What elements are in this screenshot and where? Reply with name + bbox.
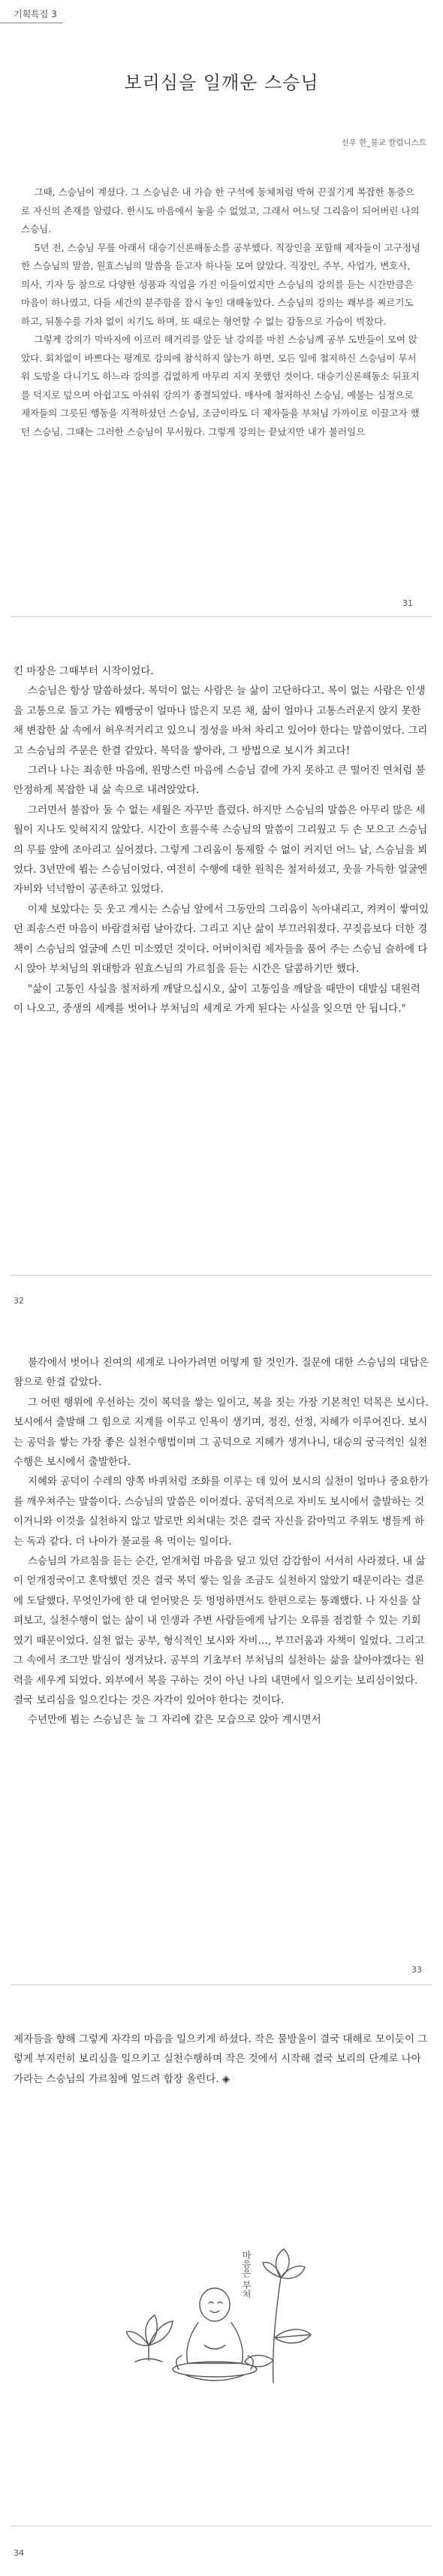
paragraph: 그러면서 불잡아 둘 수 없는 세월은 자꾸만 흘렀다. 하지만 스승님의 말씀은 아무리 많은 세월이 지나도 잊혀지지 않았다. 시간이 흐를수록 스승님의 말씀이 그리웠고 두 손 모으고 스승님의 무릎 앞에 조아리고 싶어졌다. 그렇게 그리움이 통제할 수 없이 커지던 어느 날, 스승님을 뵈었다. 3년만에 뵙는 스승님이었다. 여전히 수행에 대한 원칙은 철저하셨고, 웃을 가득한 얼굴엔 자비와 넉넉함이 공존하고 있었다. bbox=[14, 804, 428, 896]
paragraph: 제자들을 향해 그렇게 자각의 마음을 일으키게 하셨다. 작은 물방울이 결국 대해로 모이듯이 그렇게 부지런히 보리심을 일으키고 실천수행하며 작은 것에서 시작해 결국 보리의 단계로 나아가라는 스승님의 가르침에 엎드려 합장 올린다. ◈ bbox=[14, 2033, 428, 2085]
page-divider bbox=[11, 1275, 432, 1276]
paragraph: 수년만에 뵙는 스승님은 늘 그 자리에 같은 모습으로 앉아 계시면서 bbox=[27, 1714, 321, 1727]
paragraph: 불각에서 벗어나 진여의 세계로 나아가려면 어떻게 할 것인가. 질문에 대한 스승님의 대답은 참으로 한결 같았다. bbox=[14, 1357, 429, 1389]
calligraphy-text: 마음은 부처 bbox=[241, 2251, 252, 2299]
page-header bbox=[0, 6, 63, 23]
lotus-stem-icon bbox=[245, 2249, 311, 2383]
page-number: 31 bbox=[402, 598, 413, 608]
article-author: 선우 한_불교 칼럼니스트 bbox=[341, 138, 426, 147]
meditation-illustration bbox=[126, 2232, 321, 2398]
paragraph: 그렇게 강의가 막바지에 이르러 해거리를 앞둔 날 강의를 마친 스승님께 공부 도반들이 모여 앉았다. 회차없이 바쁘다는 평계로 강의에 참석하지 않는가 하면, 모든 일에 철저하신 스승님이 무서워 도망을 다니기도 하느라 강의를 겁없하게 마무리 지지 못했던 것이다. 대승기신론해동소 뒤표지를 덕지로 덮으며 아쉽고도 아쉬워 강의가 종결되었다. 매사에 철저하신 스승님, 예불는 심정으로 제자들의 그릇된 행동을 지적하셨던 스승님, 조금이라도 더 제자들을 부처님 가까이로 이끌고자 했던 스승님. 그때는 그러한 스승님이 무서웠다. 그렇게 강의는 끝났지만 내가 불러일으 bbox=[21, 334, 420, 437]
monk-icon bbox=[173, 2288, 257, 2381]
paragraph: 스승님의 가르침을 듣는 순간, 얻개처럼 마음을 덮고 있던 감감함이 서서히 사라졌다. 내 삶이 얻개정국이고 혼탁했던 것은 결국 복덕 쌓는 일을 조금도 실천하지 않았기 때문이라는 결론에 도달했다. 무엇인가에 한 대 얻어맞은 듯 멍멍하면서도 한편으로는 통쾌했다. 나 자신을 살펴보고, 실천수행이 없는 삶이 내 인생과 주변 사람들에게 남기는 오류를 점검할 수 있는 기회였기 때문이었다. 실천 없는 공부, 형식적인 보시와 자비…, 부끄러움과 자책이 일었다. 그리고 그 속에서 조그만 발심이 생겨났다. 공부의 기초부터 부처님의 실천하는 삶을 살아야겠다는 원력을 세우게 되었다. 외부에서 복을 구하는 것이 아닌 나의 내면에서 일으키는 보리심이었다. 결국 보리심을 일으킨다는 것은 자각이 있어야 한다는 것이다. bbox=[14, 1555, 426, 1706]
lotus-flower-icon bbox=[126, 2315, 173, 2362]
body-section-2 bbox=[14, 661, 429, 1019]
section-label: 기획특집 3 bbox=[0, 6, 63, 23]
paragraph: 지혜와 공덕이 수레의 양쪽 바퀴처럼 조화를 이루는 데 있어 보시의 실천이 얼마나 중요한가를 깨우쳐주는 말씀이다. 스승님의 말씀은 이어졌다. 공덕적으로 자비도 보시에서 출발하는 것이거니와 이것을 실천하지 않고 말로만 외쳐대는 것은 결국 자신을 갉아먹고 주위도 병들게 하는 독과 같다. 더 나아가 불교를 욕 먹이는 일이다. bbox=[14, 1476, 429, 1548]
monk-lotus-drawing bbox=[126, 2232, 321, 2398]
page-number: 32 bbox=[14, 1296, 24, 1306]
intro-text bbox=[21, 183, 422, 441]
paragraph: 그때, 스승님이 계셨다. 그 스승님은 내 가슴 한 구석에 동체처럼 박혀 끈질기게 복잡한 통증으로 자신의 존재를 알렸다. 한시도 마음에서 놓을 수 없었고, 그래서 어느덧 그리움이 되어버린 나의 스승님. bbox=[21, 186, 420, 235]
paragraph: 5년 전, 스승님 무릎 아래서 대승기신론해동소를 공부했다. 직장인을 포함해 제자들이 고구정녕한 스승님의 말씀, 원효스님의 말씀을 듣고자 하나둘 모여 앉았다. 직장인, 주부, 사업가, 변호사, 의사, 기자 등 참으로 다양한 성품과 직업을 가진 이들이었지만 스승님의 강의를 듣는 시간만큼은 마음이 하나였고, 다들 세간의 분주함을 잠시 놓인 대해놓았다. 스승님의 강의는 쾌부를 찌르기도 하고, 뒤통수를 가차 없이 치기도 하며, 또 때로는 형언할 수 없는 감동으로 가슴이 벅찼다. bbox=[21, 241, 420, 327]
paragraph: 스승님은 항상 말씀하셨다. 복덕이 없는 사람은 늘 삶이 고단하다고. 복이 없는 사람은 인생을 고통으로 돌고 가는 웨빵궁이 얼마나 많은지 모른 채, 삶이 얼마나 고통스러운지 앉지 못한 채 변잡한 삶 속에서 허우적거리고 있으니 정성을 바쳐 차리고 있어야 한다는 말씀이었다. 그리고 스승님의 주문은 한결 같았다. 복덕을 쌓아라, 그 방법으로 보시가 최고다! bbox=[14, 685, 428, 757]
body-section-4 bbox=[14, 2030, 429, 2089]
paragraph: 킨 마장은 그때부터 시작이었다. bbox=[14, 665, 154, 677]
page-divider bbox=[11, 1984, 432, 1985]
page-number: 34 bbox=[14, 2548, 24, 2558]
paragraph: 그 어떤 행위에 우선하는 것이 복덕을 쌓는 일이고, 복을 짓는 가장 기본적인 덕목은 보시다. 보시에서 출발해 그 힘으로 지계를 이루고 인욕이 생기며, 정진, 선정, 지혜가 이루어진다. 보시는 공덕을 쌓는 가장 좋은 실천수행법이며 그 공덕으로 지혜가 생겨나니, 대승의 궁극적인 실천수행은 보시에서 출발한다. bbox=[14, 1396, 429, 1469]
page-divider bbox=[11, 616, 432, 617]
quote-paragraph: "삶이 고통인 사실을 철저하게 깨달으십시오, 삶이 고통임을 깨달을 때만이 대발심 대원력이 나오고, 중생의 세계를 벗어나 부처님의 세계로 가게 된다는 사실을 잊으면 안 됩니다." bbox=[14, 982, 420, 1015]
paragraph: 이제 보았다는 듯 웃고 계시는 스승님 앞에서 그동안의 그리움이 녹아내리고, 켜켜이 쌓여있던 죄송스런 마음이 바람결처럼 날아갔다. 그리고 지난 삶이 부끄러워졌다. 꾸짖음보다 더한 경책이 스승님의 얼굴에 스민 미소였던 것이다. 어버이처럼 제자들을 품어 주는 스승님 슬하에 다시 앉아 부처님의 위대함과 원효스님의 가르침을 듣는 시간은 달콤하기만 했다. bbox=[14, 903, 429, 976]
page-number: 33 bbox=[411, 1965, 422, 1975]
article-title: 보리심을 일깨운 스승님 bbox=[124, 72, 319, 93]
body-section-3 bbox=[14, 1353, 429, 1730]
paragraph: 그러나 나는 죄송한 마음에, 원망스런 마음에 스승님 곁에 가지 못하고 큰 떨어진 연처럼 불안정하게 복잡한 내 삶 속으로 내려앉았다. bbox=[14, 764, 426, 797]
